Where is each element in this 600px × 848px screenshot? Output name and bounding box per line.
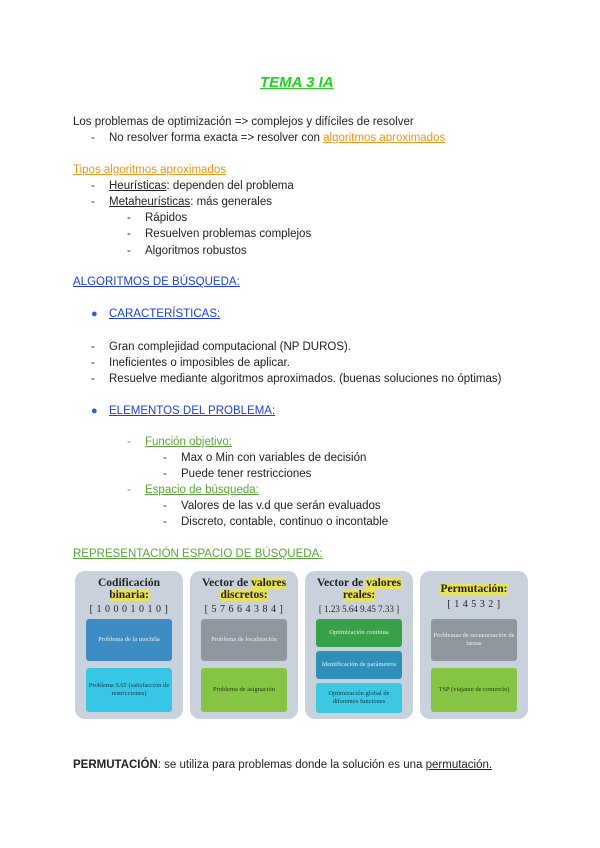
dash-marker: - [91,180,95,192]
column-title: Codificación [98,577,160,589]
column-title [190,589,298,601]
dash-marker: - [91,373,95,385]
column-vector: [ 1 4 5 3 2 ] [447,599,501,610]
column-title [75,589,183,601]
column-binaria [75,571,183,719]
dash-marker: - [127,436,131,448]
espacio-item: Discreto, contable, continuo o incontable [181,516,389,528]
column-reales [305,571,413,719]
column-title: Vector de valores [316,577,402,589]
dash-marker: - [91,132,95,144]
heuristicas-desc: : dependen del problema [166,180,294,192]
meta-item: Rápidos [145,212,188,224]
example-box: Optimización continua [316,619,402,647]
funcion-objetivo-heading: Función objetivo: [145,436,232,448]
column-vector: [ 1 0 0 0 1 0 1 0 ] [89,604,169,615]
page-title: TEMA 3 IA [260,74,334,91]
bullet-icon: ● [91,308,98,320]
column-title-highlight: binaria: [109,589,149,601]
permutacion-term: PERMUTACIÓN [73,759,158,771]
espacio-busqueda-heading: Espacio de búsqueda: [145,484,259,496]
example-box: Optimización global de diferentes funciones [316,683,402,713]
example-box: Problemas de secuenciación de tareas [431,619,517,661]
metaheuristicas-term: Metaheurísticas [109,196,191,208]
elementos-heading: ELEMENTOS DEL PROBLEMA: [109,405,276,417]
column-vector: [ 1.23 5.64 9.45 7.33 ] [318,604,400,614]
dash-marker: - [127,212,131,224]
permutacion-desc: : se utiliza para problemas donde la solución es una [157,759,426,771]
metaheuristicas-item [109,195,272,209]
bullet-icon: ● [91,405,98,417]
meta-item: Resuelven problemas complejos [145,228,312,240]
dash-marker: - [163,500,167,512]
column-title: Vector de valores [201,577,287,589]
column-title [305,589,413,601]
column-title [420,583,528,595]
column-permutacion [420,571,528,719]
car-item: Gran complejidad computacional (NP DUROS). [109,341,352,353]
intro-line: Los problemas de optimización => complejos y difíciles de resolver [73,116,414,128]
dash-marker: - [163,452,167,464]
dash-marker: - [127,245,131,257]
metaheuristicas-desc: : más generales [190,196,273,208]
permutacion-line [73,758,492,772]
heuristicas-term: Heurísticas [109,180,167,192]
meta-item: Algoritmos robustos [145,245,247,257]
example-box: Problema de localización [201,619,287,661]
column-title-highlight: reales: [342,589,376,601]
car-item: Resuelve mediante algoritmos aproximados. (buenas soluciones no óptimas) [109,373,502,385]
dash-marker: - [127,484,131,496]
permutacion-link: permutación. [425,759,493,771]
caracteristicas-heading: CARACTERÍSTICAS: [109,308,221,320]
funcion-item: Puede tener restricciones [181,468,312,480]
example-box: TSP (viajante de comercio) [431,668,517,712]
representation-diagram [73,567,528,722]
algoritmos-heading: ALGORITMOS DE BÚSQUEDA: [73,276,240,288]
algoritmos-aproximados-link[interactable]: algoritmos aproximados [323,132,446,144]
example-box: Identificación de parámetros [316,651,402,679]
example-box: Problema SAT (satisfacción de restricciones) [86,668,172,712]
dash-marker: - [91,357,95,369]
intro-sub-text: No resolver forma exacta => resolver con [109,132,324,144]
example-box: Problema de la mochila [86,619,172,661]
dash-marker: - [91,196,95,208]
column-title-highlight: Permutación: [440,583,508,595]
espacio-item: Valores de las v.d que serán evaluados [181,500,381,512]
funcion-item: Max o Min con variables de decisión [181,452,367,464]
representacion-heading: REPRESENTACIÓN ESPACIO DE BÚSQUEDA: [73,548,323,560]
column-title-highlight: discretos: [220,589,268,601]
dash-marker: - [163,516,167,528]
example-box: Problema de asignación [201,668,287,712]
column-vector: [ 5 7 6 6 4 3 8 4 ] [204,604,284,615]
column-discretos [190,571,298,719]
intro-sub [109,131,445,145]
tipos-heading: Tipos algoritmos aproximados [73,164,226,176]
car-item: Ineficientes o imposibles de aplicar. [109,357,290,369]
dash-marker: - [127,228,131,240]
dash-marker: - [163,468,167,480]
dash-marker: - [91,341,95,353]
heuristicas-item [109,179,294,193]
